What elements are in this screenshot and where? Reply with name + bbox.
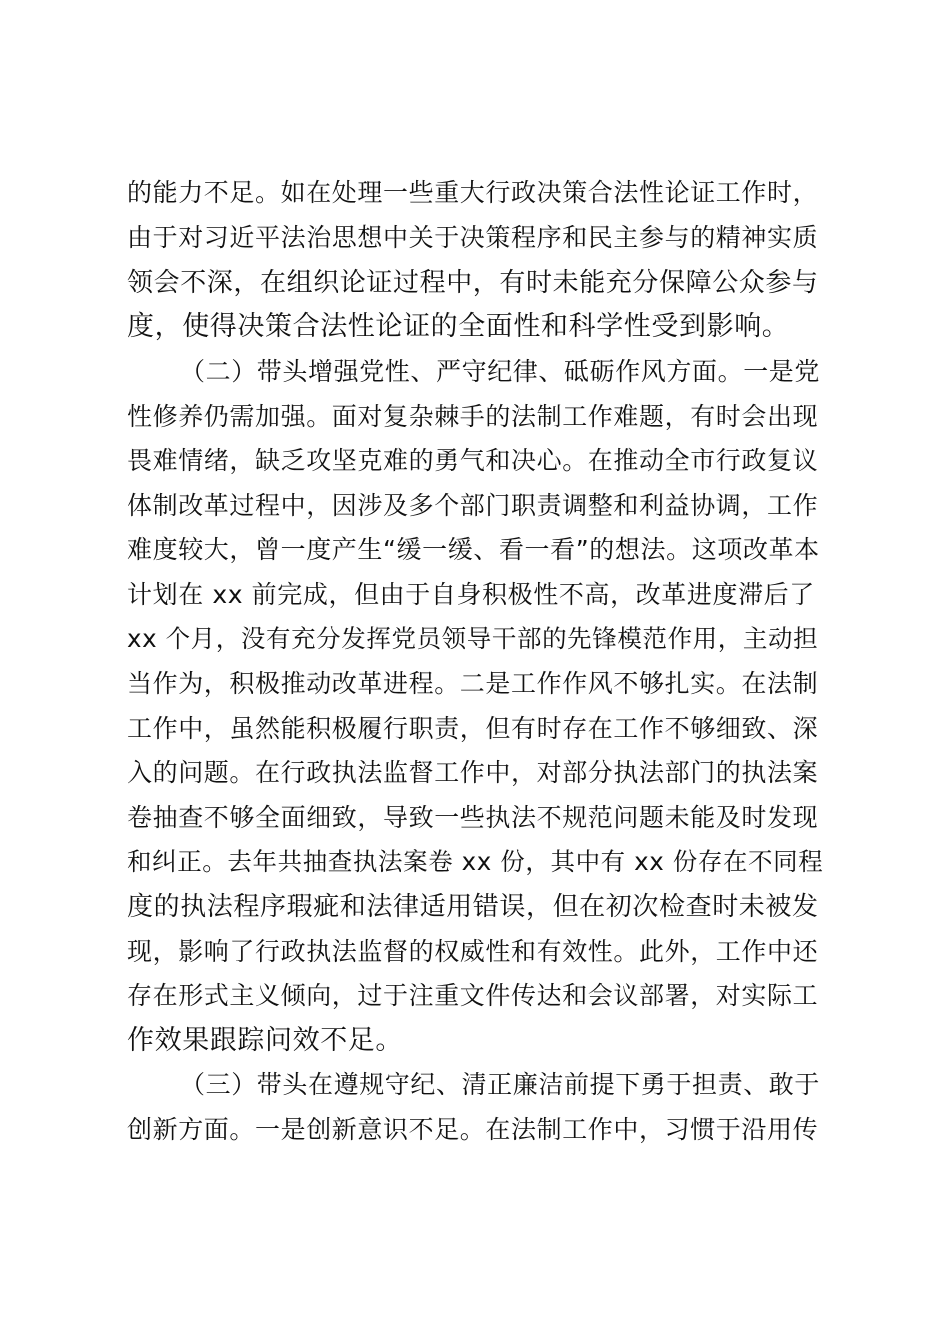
text-line: 存在形式主义倾向，过于注重文件传达和会议部署，对实际工 [127,981,819,1010]
text-line: 创新方面。一是创新意识不足。在法制工作中，习惯于沿用传 [127,1115,819,1144]
text-line: 由于对习近平法治思想中关于决策程序和民主参与的精神实质 [127,223,819,252]
text-line: 工作中，虽然能积极履行职责，但有时存在工作不够细致、深 [127,714,819,743]
text-line: 作效果跟踪问效不足。 [127,1025,403,1056]
text-line: 领会不深，在组织论证过程中，有时未能充分保障公众参与 [127,268,819,298]
text-line: 度的执法程序瑕疵和法律适用错误，但在初次检查时未被发 [127,892,819,922]
text-line: 入的问题。在行政执法监督工作中，对部分执法部门的执法案 [127,758,819,787]
text-line: xx 个月，没有充分发挥党员领导干部的先锋模范作用，主动担 [127,624,819,653]
section-heading-line: （二）带头增强党性、严守纪律、砥砺作风方面。一是党 [180,357,821,386]
text-line: 度，使得决策合法性论证的全面性和科学性受到影响。 [127,311,790,342]
section-heading-line: （三）带头在遵规守纪、清正廉洁前提下勇于担责、敢于 [180,1070,821,1099]
text-line: 畏难情绪，缺乏攻坚克难的勇气和决心。在推动全市行政复议 [127,446,819,475]
text-line: 卷抽查不够全面细致，导致一些执法不规范问题未能及时发现 [127,803,819,832]
text-line: 当作为，积极推动改革进程。二是工作作风不够扎实。在法制 [127,669,819,698]
text-line: 现，影响了行政执法监督的权威性和有效性。此外，工作中还 [127,937,819,966]
text-line: 难度较大，曾一度产生“缓一缓、看一看”的想法。这项改革本 [127,535,820,564]
text-line: 的能力不足。如在处理一些重大行政决策合法性论证工作时， [127,178,819,207]
text-line: 性修养仍需加强。面对复杂棘手的法制工作难题，有时会出现 [127,402,819,431]
text-line: 体制改革过程中，因涉及多个部门职责调整和利益协调，工作 [127,491,819,520]
text-line: 和纠正。去年共抽查执法案卷 xx 份，其中有 xx 份存在不同程 [127,847,824,876]
text-line: 计划在 xx 前完成，但由于自身积极性不高，改革进度滞后了 [127,580,815,609]
